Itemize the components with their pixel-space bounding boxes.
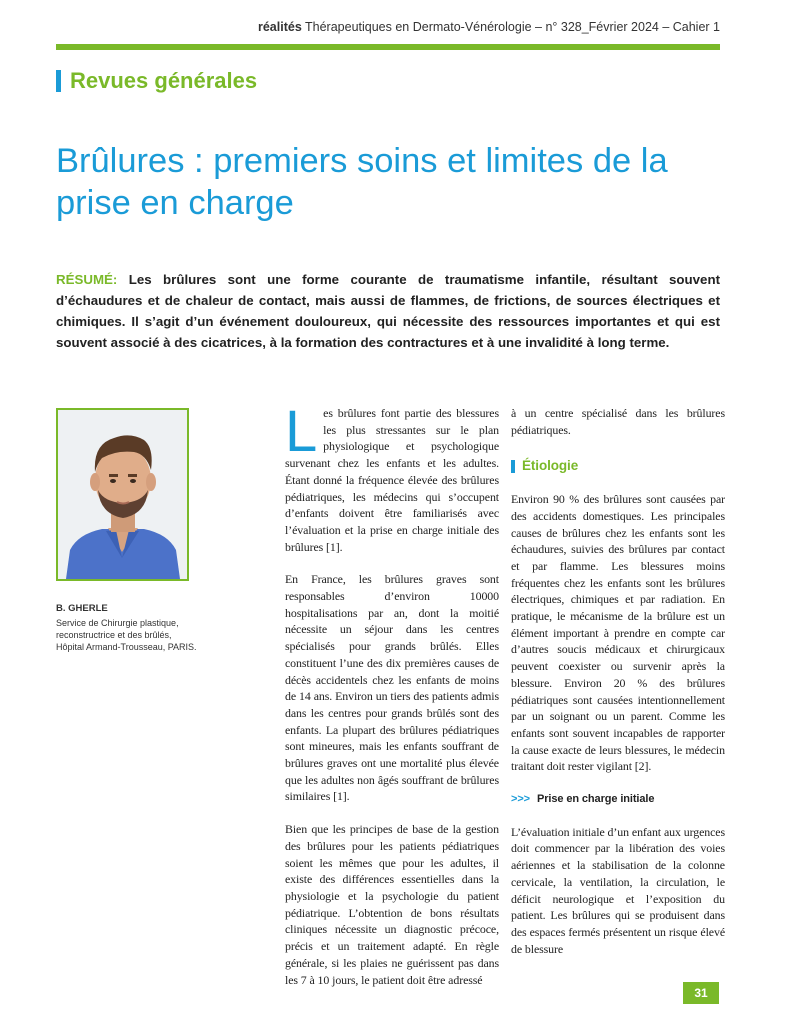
- heading-etiologie: [511, 458, 725, 475]
- page-number: 31: [683, 982, 719, 1004]
- article-title: Brûlures : premiers soins et limites de la prise en charge: [56, 142, 668, 222]
- author-affiliation-3: Hôpital Armand-Trousseau, PARIS.: [56, 642, 197, 652]
- heading-text: Étiologie: [522, 458, 579, 474]
- header-rule: [56, 44, 720, 50]
- summary: [56, 269, 720, 353]
- author-photo: [56, 408, 189, 581]
- subheading-text: Prise en charge initiale: [536, 793, 655, 806]
- section-label: Revues générales: [70, 68, 258, 93]
- author-portrait-illustration: [58, 410, 187, 579]
- section-marker: [56, 70, 61, 92]
- subheading-arrows: >>>: [511, 793, 530, 806]
- summary-label: RÉSUMÉ:: [56, 272, 118, 287]
- author-block: [56, 603, 246, 653]
- paragraph-text: es brûlures font partie des blessures les plus stressantes sur le plan physiologique et psychologique survenant chez les enfants et les adultes. Étant donné la fréquence élevée des brûlures pédiatriques, les médecins qui s’occupent d’enfants doivent être familiarisés avec l’évaluation et la prise en charge initiale des brûlures [1].: [285, 406, 499, 554]
- text-column-2: [511, 405, 725, 973]
- paragraph: En France, les brûlures graves sont responsables d’environ 10000 hospitalisations par an, dont la moitié nécessite un séjour dans les centres spécialisés pour grands brûlés. Elles constituent l’une des dix premières causes de décès accidentels chez les enfants de moins de 14 ans. Environ un tiers des patients admis dans les centres pour grands brûlés sont des enfants. La plupart des brûlures pédiatriques sont mineures, mais les enfants souffrant de brûlures graves ont une mortalité plus élevée que les adultes non âgés souffrant de brûlures similaires [1].: [285, 572, 499, 804]
- section-tag: [56, 68, 257, 94]
- paragraph: à un centre spécialisé dans les brûlures pédiatriques.: [511, 406, 725, 437]
- subheading-prise-en-charge: [511, 791, 725, 808]
- text-column-1: [285, 399, 499, 1004]
- journal-brand: réalités: [257, 20, 302, 34]
- running-header: [258, 20, 720, 34]
- drop-cap: L: [285, 399, 318, 464]
- journal-issue: Thérapeutiques en Dermato-Vénérologie – n° 328_Février 2024 – Cahier 1: [305, 20, 720, 34]
- author-name: B. GHERLE: [56, 603, 108, 614]
- author-affiliation-1: Service de Chirurgie plastique,: [56, 618, 179, 628]
- heading-marker: [511, 460, 515, 473]
- paragraph: [285, 399, 499, 555]
- paragraph: Environ 90 % des brûlures sont causées par des accidents domestiques. Les principales causes de brûlures chez les enfants sont les échaudures, suivies des brûlures par contact et par flamme. Les blessures moins fréquentes chez les enfants sont les brûlures électriques, chimiques et par radiation. En pratique, le mécanisme de la brûlure est un élément important à prendre en compte car d’autres soucis médicaux et chirurgicaux peuvent coexister ou survenir après la blessure. Environ 20 % des brûlures pédiatriques sont causées intentionnellement par un soignant ou un parent. Comme les enfants sont souvent incapables de rapporter la cause exacte de leurs blessures, le médecin traitant doit rester vigilant [2].: [511, 492, 725, 774]
- paragraph: L’évaluation initiale d’un enfant aux urgences doit commencer par la libération des voies aériennes et la stabilisation de la colonne cervicale, la ventilation, la circulation, le déficit neurologique et l’exposition du patient. Les brûlures qui se produisent dans des espaces fermés présentent un risque élevé de blessure: [511, 824, 725, 956]
- author-affiliation-2: reconstructrice et des brûlés,: [56, 630, 172, 640]
- paragraph: Bien que les principes de base de la gestion des brûlures pour les patients pédiatriques soient les mêmes que pour les adultes, il existe des différences essentielles dans la physiologie et la psychologie du patient pédiatrique. L’obtention de bons résultats cliniques nécessite un diagnostic précoce, précis et un traitement adapté. En règle générale, si les plaies ne guérissent pas dans les 7 à 10 jours, le patient doit être adressé: [285, 822, 499, 987]
- summary-text: Les brûlures sont une forme courante de traumatisme infantile, résultant souvent d’échaudures et de chaleur de contact, mais aussi de flammes, de frictions, de sources électriques et chimiques. Il s’agit d’un événement douloureux, qui nécessite des ressources importantes et qui est souvent associé à des cicatrices, à la formation des contractures et à une invalidité à long terme.: [56, 272, 720, 350]
